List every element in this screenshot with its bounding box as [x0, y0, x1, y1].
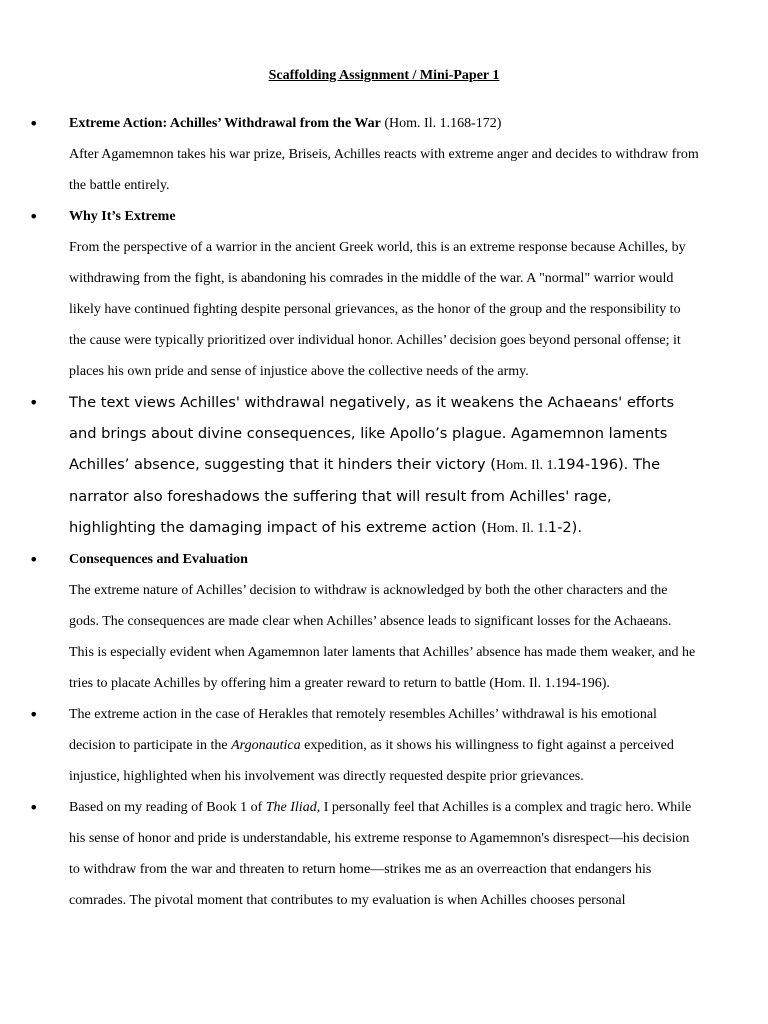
- paragraph: [69, 699, 699, 792]
- paragraph-text: 1-2).: [547, 519, 582, 536]
- list-item-extreme-action: [29, 108, 699, 201]
- paragraph: After Agamemnon takes his war prize, Briseis, Achilles reacts with extreme anger and decides to withdraw from the battle entirely.: [69, 147, 699, 193]
- bullet-list: [29, 108, 699, 916]
- bullet-icon: •: [29, 705, 39, 724]
- section-heading: Extreme Action: Achilles’ Withdrawal from the War: [69, 116, 381, 131]
- paragraph-text: The text views Achilles' withdrawal negatively, as it weakens the Achaeans' efforts and brings about divine consequences, like Apollo’s plague. Agamemnon laments Achilles’ absence, suggesting that it hinders their victory (: [69, 394, 675, 473]
- paragraph: [69, 792, 699, 916]
- bullet-icon: •: [29, 114, 39, 133]
- section-heading: Consequences and Evaluation: [69, 552, 248, 567]
- page-title: Scaffolding Assignment / Mini-Paper 1: [268, 68, 500, 83]
- paragraph-text: Based on my reading of Book 1 of: [69, 800, 266, 815]
- paragraph-text: expedition, as it shows his willingness to fight against a perceived injustice, highlighted when his involvement was directly requested despite prior grievances.: [69, 738, 674, 784]
- section-heading: Why It’s Extreme: [69, 209, 176, 224]
- list-item-herakles: [29, 699, 699, 792]
- paragraph: [69, 387, 699, 544]
- bullet-icon: •: [29, 550, 39, 569]
- paragraph: The extreme nature of Achilles’ decision to withdraw is acknowledged by both the other characters and the gods. The consequences are made clear when Achilles’ absence leads to significant losses for the Achaeans. This is especially evident when Agamemnon later laments that Achilles’ absence has made them weaker, and he tries to placate Achilles by offering him a greater reward to return to battle (Hom. Il. 1.194-196).: [69, 583, 696, 691]
- paragraph-text: , I personally feel that Achilles is a complex and tragic hero. While his sense of honor and pride is understandable, his extreme response to Agamemnon's disrespect—his decision to withdraw from the war and threaten to return home—strikes me as an overreaction that endangers his comrades. The pivotal moment that contributes to my evaluation is when Achilles chooses personal: [69, 800, 692, 908]
- bullet-icon: •: [29, 207, 39, 226]
- list-item-why-extreme: [29, 201, 699, 387]
- bullet-icon: •: [29, 393, 39, 412]
- paragraph: From the perspective of a warrior in the ancient Greek world, this is an extreme response because Achilles, by withdrawing from the fight, is abandoning his comrades in the middle of the war. A "normal" warrior would likely have continued fighting despite personal grievances, as the honor of the group and the responsibility to the cause were typically prioritized over individual honor. Achilles’ decision goes beyond personal offense; it places his own pride and sense of injustice above the collective needs of the army.: [69, 240, 686, 379]
- citation: (Hom. Il. 1.168-172): [380, 116, 502, 131]
- list-item-consequences: [29, 544, 699, 699]
- bullet-icon: •: [29, 798, 39, 817]
- paragraph-text: The extreme action in the case of Herakles that remotely resembles Achilles’ withdrawal is his emotional decision to participate in the: [69, 707, 657, 753]
- citation: Hom. Il. 1.: [495, 458, 558, 473]
- paragraph-text: 194-196). The narrator also foreshadows the suffering that will result from Achilles' rage, highlighting the damaging impact of his extreme action (: [69, 456, 661, 536]
- citation: Hom. Il. 1.: [486, 521, 548, 536]
- list-item-text-view: [29, 387, 699, 544]
- book-title: Argonautica: [231, 738, 301, 753]
- section-heading-line: [69, 108, 699, 139]
- book-title: The Iliad: [265, 800, 317, 815]
- list-item-evaluation: [29, 792, 699, 916]
